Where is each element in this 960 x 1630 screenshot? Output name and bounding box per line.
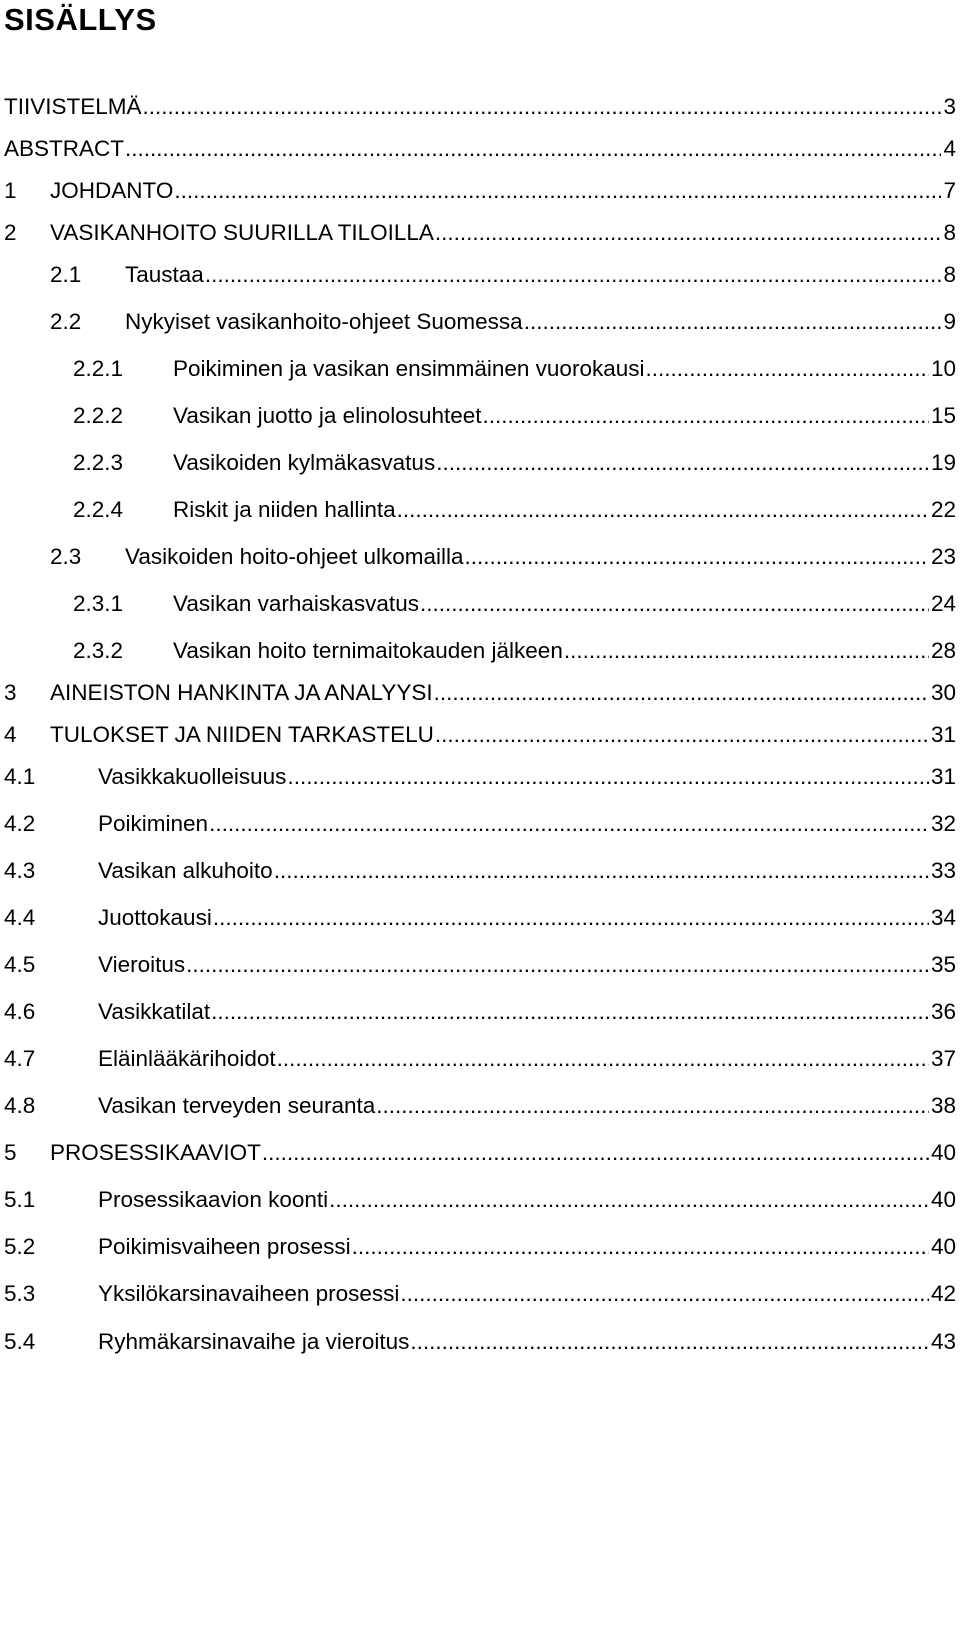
toc-entry-label: Vieroitus xyxy=(98,952,186,977)
toc-entry-label: Vasikan varhaiskasvatus xyxy=(173,591,419,616)
toc-dot-leader xyxy=(420,586,929,622)
toc-entry-label: TIIVISTELMÄ xyxy=(4,94,142,119)
toc-entry-page-number: 22 xyxy=(930,497,956,522)
toc-entry xyxy=(4,1324,956,1360)
toc-dot-leader xyxy=(352,1229,929,1265)
toc-entry-label: Nykyiset vasikanhoito-ohjeet Suomessa xyxy=(125,309,523,334)
toc-entry-number: 2.3 xyxy=(50,544,82,569)
toc-entry-page-number: 32 xyxy=(930,811,956,836)
toc-entry xyxy=(4,89,956,125)
toc-entry-number: 3 xyxy=(4,680,17,705)
toc-entry-label: Riskit ja niiden hallinta xyxy=(173,497,396,522)
toc-dot-leader xyxy=(287,759,929,795)
toc-entry-page-number: 28 xyxy=(930,638,956,663)
toc-dot-leader xyxy=(186,947,929,983)
toc-dot-leader xyxy=(143,89,942,125)
toc-dot-leader xyxy=(211,994,929,1030)
toc-entry-label: Juottokausi xyxy=(98,905,212,930)
toc-entry-page-number: 36 xyxy=(930,999,956,1024)
toc-entry-page-number: 40 xyxy=(930,1187,956,1212)
toc-entry-page-number: 10 xyxy=(930,356,956,381)
toc-entry xyxy=(4,131,956,167)
toc-entry-number: 4.4 xyxy=(4,905,36,930)
toc-entry-page-number: 15 xyxy=(930,403,956,428)
toc-entry-label: Yksilökarsinavaiheen prosessi xyxy=(98,1281,400,1306)
toc-entry-number: 2.1 xyxy=(50,262,82,287)
toc-dot-leader xyxy=(174,173,941,209)
toc-entry xyxy=(4,215,956,251)
toc-entry xyxy=(4,853,956,889)
toc-entry xyxy=(4,717,956,753)
toc-entry-label: PROSESSIKAAVIOT xyxy=(50,1140,261,1165)
toc-dot-leader xyxy=(125,131,941,167)
toc-entry-label: Poikiminen xyxy=(98,811,209,836)
toc-entry-label: JOHDANTO xyxy=(50,178,174,203)
toc-dot-leader xyxy=(274,853,929,889)
toc-entry xyxy=(4,759,956,795)
toc-entry-number: 4.8 xyxy=(4,1093,36,1118)
toc-entry-page-number: 37 xyxy=(930,1046,956,1071)
toc-entry xyxy=(73,445,956,481)
toc-entry-label: Taustaa xyxy=(125,262,204,287)
toc-entry-label: Vasikan juotto ja elinolosuhteet xyxy=(173,403,482,428)
toc-entry-number: 2 xyxy=(4,220,17,245)
toc-entry-page-number: 34 xyxy=(930,905,956,930)
toc-entry-number: 2.2.4 xyxy=(73,497,124,522)
toc-entry-page-number: 3 xyxy=(943,94,956,119)
toc-entry-page-number: 42 xyxy=(930,1281,956,1306)
toc-entry-label: Vasikan alkuhoito xyxy=(98,858,273,883)
toc-entry-number: 2.3.2 xyxy=(73,638,124,663)
toc-entry-label: VASIKANHOITO SUURILLA TILOILLA xyxy=(50,220,434,245)
toc-entry-number: 4.2 xyxy=(4,811,36,836)
toc-entry-page-number: 19 xyxy=(930,450,956,475)
toc-entry-page-number: 35 xyxy=(930,952,956,977)
toc-entry-label: Vasikoiden hoito-ohjeet ulkomailla xyxy=(125,544,464,569)
toc-entry-number: 4.3 xyxy=(4,858,36,883)
toc-entry-page-number: 31 xyxy=(930,764,956,789)
toc-entry-number: 2.2.3 xyxy=(73,450,124,475)
toc-entry-label: Vasikan terveyden seuranta xyxy=(98,1093,376,1118)
toc-entry xyxy=(4,1135,956,1171)
toc-dot-leader xyxy=(205,257,942,293)
toc-entry xyxy=(50,304,956,340)
toc-entry xyxy=(4,806,956,842)
toc-dot-leader xyxy=(397,492,929,528)
toc-entry-page-number: 31 xyxy=(930,722,956,747)
toc-dot-leader xyxy=(329,1182,929,1218)
toc-entry-page-number: 8 xyxy=(943,220,956,245)
toc-entry-page-number: 40 xyxy=(930,1234,956,1259)
toc-entry-number: 4.7 xyxy=(4,1046,36,1071)
toc-entry-label: ABSTRACT xyxy=(4,136,125,161)
toc-entry xyxy=(4,675,956,711)
toc-entry-page-number: 43 xyxy=(930,1329,956,1354)
toc-entry xyxy=(73,398,956,434)
toc-entry-page-number: 33 xyxy=(930,858,956,883)
toc-dot-leader xyxy=(524,304,942,340)
toc-entry-label: AINEISTON HANKINTA JA ANALYYSI xyxy=(50,680,433,705)
toc-entry-number: 5.3 xyxy=(4,1281,36,1306)
toc-entry-page-number: 4 xyxy=(943,136,956,161)
toc-entry-label: Ryhmäkarsinavaihe ja vieroitus xyxy=(98,1329,410,1354)
page-title: SISÄLLYS xyxy=(4,2,157,37)
toc-dot-leader xyxy=(436,445,929,481)
toc-entry xyxy=(4,947,956,983)
toc-entry-number: 2.2.1 xyxy=(73,356,124,381)
toc-entry-number: 5.1 xyxy=(4,1187,36,1212)
toc-entry-page-number: 38 xyxy=(930,1093,956,1118)
toc-entry xyxy=(73,633,956,669)
toc-entry-number: 5.2 xyxy=(4,1234,36,1259)
toc-entry xyxy=(4,994,956,1030)
toc-entry xyxy=(4,900,956,936)
toc-dot-leader xyxy=(435,215,942,251)
toc-entry-number: 1 xyxy=(4,178,17,203)
toc-entry xyxy=(73,586,956,622)
toc-entry-label: Poikiminen ja vasikan ensimmäinen vuorokausi xyxy=(173,356,645,381)
toc-entry-label: Vasikan hoito ternimaitokauden jälkeen xyxy=(173,638,563,663)
toc-dot-leader xyxy=(262,1135,929,1171)
toc-dot-leader xyxy=(209,806,929,842)
toc-entry xyxy=(4,1229,956,1265)
toc-entry xyxy=(73,351,956,387)
toc-entry-number: 4.5 xyxy=(4,952,36,977)
toc-entry-number: 4 xyxy=(4,722,17,747)
toc-entry-page-number: 8 xyxy=(943,262,956,287)
toc-entry xyxy=(73,492,956,528)
toc-dot-leader xyxy=(400,1276,929,1312)
toc-entry-number: 4.1 xyxy=(4,764,36,789)
toc-dot-leader xyxy=(410,1324,929,1360)
toc-entry-number: 2.3.1 xyxy=(73,591,124,616)
toc-dot-leader xyxy=(277,1041,929,1077)
toc-entry-page-number: 24 xyxy=(930,591,956,616)
toc-dot-leader xyxy=(564,633,929,669)
toc-entry-label: Vasikkakuolleisuus xyxy=(98,764,287,789)
toc-entry-page-number: 23 xyxy=(930,544,956,569)
toc-entry xyxy=(4,1041,956,1077)
toc-entry-label: Poikimisvaiheen prosessi xyxy=(98,1234,351,1259)
toc-entry-page-number: 30 xyxy=(930,680,956,705)
toc-entry-number: 2.2.2 xyxy=(73,403,124,428)
toc-entry-number: 4.6 xyxy=(4,999,36,1024)
toc-dot-leader xyxy=(434,675,929,711)
toc-entry-label: Prosessikaavion koonti xyxy=(98,1187,329,1212)
toc-entry-number: 5 xyxy=(4,1140,17,1165)
toc-entry-label: TULOKSET JA NIIDEN TARKASTELU xyxy=(50,722,434,747)
toc-entry xyxy=(50,257,956,293)
toc-dot-leader xyxy=(465,539,929,575)
toc-entry-label: Eläinlääkärihoidot xyxy=(98,1046,276,1071)
toc-entry xyxy=(4,1182,956,1218)
toc-dot-leader xyxy=(483,398,929,434)
toc-dot-leader xyxy=(376,1088,929,1124)
toc-entry-page-number: 40 xyxy=(930,1140,956,1165)
toc-dot-leader xyxy=(213,900,929,936)
toc-entry xyxy=(50,539,956,575)
toc-entry xyxy=(4,1276,956,1312)
toc-entry-page-number: 9 xyxy=(943,309,956,334)
toc-entry-label: Vasikoiden kylmäkasvatus xyxy=(173,450,436,475)
toc-entry xyxy=(4,1088,956,1124)
toc-dot-leader xyxy=(645,351,928,387)
toc-entry-number: 5.4 xyxy=(4,1329,36,1354)
toc-entry-page-number: 7 xyxy=(943,178,956,203)
toc-entry-number: 2.2 xyxy=(50,309,82,334)
toc-entry-label: Vasikkatilat xyxy=(98,999,211,1024)
toc-entry xyxy=(4,173,956,209)
toc-dot-leader xyxy=(435,717,929,753)
